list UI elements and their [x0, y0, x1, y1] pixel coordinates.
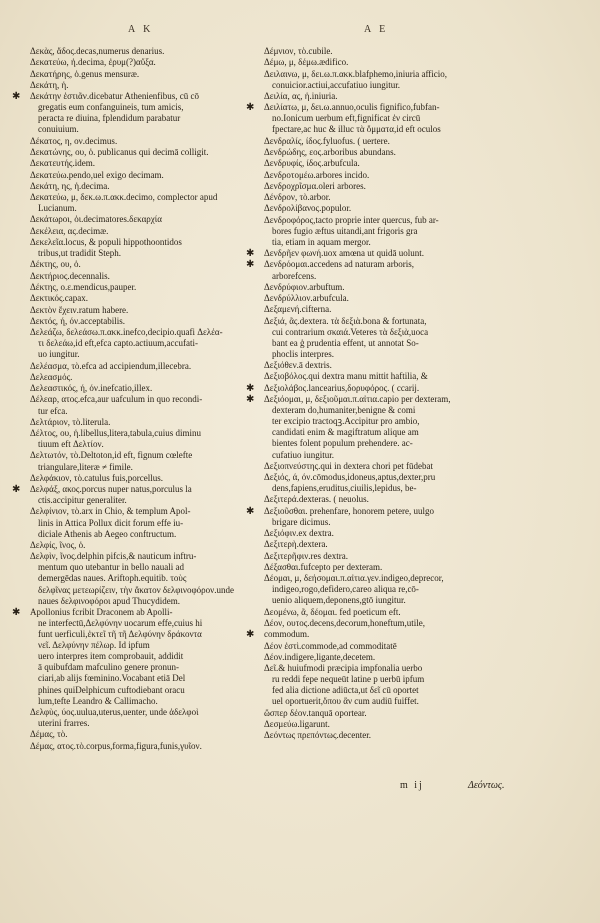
- entry-text: Δελεάζω, δελεάσω.π.ακκ.inefco,decipio.quafi Δελέα- τι δελεάω,id eft,efca capto.actiuum,accufati- uo iungitur.: [30, 327, 223, 360]
- entry-text: Δεξιοῦσθαι. prehenfare, honorem petere, uulgo brigare dicimus.: [264, 505, 434, 527]
- asterisk-marker-icon: ✱: [246, 248, 255, 260]
- entry-text: Δέον ἐστὶ.commode,ad commoditatē: [264, 640, 397, 651]
- dictionary-entry: [246, 248, 564, 260]
- dictionary-entry: [30, 383, 272, 394]
- catchword: Δεόντως.: [468, 780, 505, 791]
- entry-text: ὥσπερ δέον.tanquā oportear.: [264, 707, 367, 718]
- dictionary-entry: [264, 494, 564, 505]
- dictionary-entry: [264, 293, 564, 304]
- entry-text: Δεκὰς, ἄδος.decas,numerus denarius.: [30, 46, 165, 56]
- dictionary-entry: [264, 562, 564, 573]
- entry-text: Δεξιτερὴ.dextera.: [264, 539, 328, 550]
- asterisk-marker-icon: ✱: [12, 91, 21, 103]
- dictionary-entry: [264, 663, 564, 707]
- dictionary-entry: [30, 372, 272, 383]
- entry-text: Δειλίατω, μ, δει.ω.annuo,oculis fignifico,fubfan- no.Ionicum uerbum eft,fignificat ἐν circū fpectare,ac huc & illuc τὰ ὄμματα,id eft oculos: [264, 102, 441, 135]
- dictionary-entry: [30, 271, 272, 282]
- entry-text: Δελέασμα, τὸ.efca ad accipiendum,illecebra.: [30, 360, 192, 371]
- dictionary-entry: [30, 551, 272, 606]
- dictionary-entry: [30, 181, 272, 192]
- dictionary-entry: [246, 259, 564, 281]
- entry-text: Δελτωτόν, τὸ.Deltoton,id eft, fignum cœlefte triangulare,literæ ≠ fimile.: [30, 450, 193, 472]
- entry-text: Δενδρῆεν φωνή.uox amœna ut quidā uolunt.: [264, 248, 425, 259]
- entry-text: Δενδρύλλιον.arbufcula.: [264, 293, 349, 304]
- dictionary-entry: [30, 226, 272, 237]
- dictionary-entry: [264, 192, 564, 203]
- asterisk-marker-icon: ✱: [246, 505, 255, 517]
- entry-text: Δενδροχρῖσμα.oleri arbores.: [264, 180, 366, 191]
- running-head-right: Α Ε: [364, 24, 389, 35]
- entry-text: Apollonius fcribit Draconem ab Apolli- ne interfectū,Δελφύνην uocarum effe,cuius hi funt uerficuli,ἐκτεῖ τῆ τῆ Δελφύνην δράκοντα νεῖ. Δελφύνην πέλωρ. Id ipfum uero interpres item comprobauit, addidit ā quibufdam mafculino genere pronun- ciari,ab alijs fœminino.Vocabant etiā Del phines quiDelphicum cuftodiebant oracu lum,tefte Leandro & Callimacho.: [30, 606, 203, 706]
- entry-text: Δένδρον, τὸ.arbor.: [264, 192, 331, 203]
- entry-text: Δελφίς, ῖνος, ὁ.: [30, 539, 86, 550]
- dictionary-entry: [264, 708, 564, 719]
- entry-text: Δέκτης, ου, ὁ.: [30, 259, 81, 270]
- asterisk-marker-icon: ✱: [246, 102, 255, 114]
- dictionary-entry: [30, 473, 272, 484]
- entry-text: Δειλαινω, μ, δει.ω.π.ακκ.blafphemo,iniuria afficio, conuicior.actiui,accufatiuo iungitur.: [264, 68, 448, 90]
- dictionary-entry: [30, 327, 272, 360]
- dictionary-entry: [30, 293, 272, 304]
- entry-text: Δεκτήριος.decennalis.: [30, 270, 110, 281]
- dictionary-entry: [246, 382, 564, 394]
- dictionary-entry: [30, 707, 272, 729]
- asterisk-marker-icon: ✱: [246, 394, 255, 406]
- entry-text: Δελφάκιον, τὸ.catulus fuis,porcellus.: [30, 472, 163, 483]
- entry-text: Δεξαμενή.cifterna.: [264, 304, 332, 315]
- entry-text: Δεκατήρης, ὁ.genus mensuræ.: [30, 68, 140, 79]
- dictionary-entry: [30, 729, 272, 740]
- entry-text: Δεκατώνης, ου, ὁ. publicanus qui decimā colligit.: [30, 146, 209, 157]
- entry-text: Δεκάτη, ης, ἡ.decima.: [30, 180, 110, 191]
- dictionary-entry: [12, 91, 272, 135]
- entry-text: Δελτάριον, τὸ.literula.: [30, 416, 111, 427]
- dictionary-entry: [30, 80, 272, 91]
- entry-text: Δέλεαρ, ατος.efca,aur uafculum in quo recondi- tur efca.: [30, 394, 203, 416]
- dictionary-entry: [264, 551, 564, 562]
- dictionary-entry: [264, 719, 564, 730]
- entry-text: Δεκελεῖα.locus, & populi hippothoontidos tribus,ut tradidit Steph.: [30, 237, 182, 259]
- dictionary-entry: [30, 170, 272, 181]
- dictionary-entry: [264, 607, 564, 618]
- entry-text: Δεξιόφιν.ex dextra.: [264, 528, 334, 539]
- entry-text: Δέμνιον, τὸ.cubile.: [264, 46, 333, 56]
- entry-text: Δεόντως πρεπόντως.decenter.: [264, 730, 372, 741]
- entry-text: Δεξιτερά.dexteras. ( neuolus.: [264, 494, 369, 505]
- entry-text: Δεκάτη, ἡ.: [30, 79, 69, 90]
- dictionary-entry: [264, 158, 564, 169]
- entry-text: Δεκτὸν ἔχειν.ratum habere.: [30, 304, 129, 315]
- dictionary-entry: [264, 461, 564, 472]
- dictionary-entry: [30, 394, 272, 416]
- dictionary-entry: [30, 237, 272, 259]
- entry-text: Δέον, ουτος.decens,decorum,honeftum,utile,: [264, 617, 425, 628]
- dictionary-entry: [264, 304, 564, 315]
- entry-text: Δεκέλεια, ας.decimæ.: [30, 225, 109, 236]
- entry-text: Δενδρώδης, εος.arboribus abundans.: [264, 146, 396, 157]
- entry-text: Δέμας, ατος.τὸ.corpus,forma,figura,funis,γυῖον.: [30, 740, 202, 751]
- entry-text: Δεξιολάβος.lancearius,δορυφόρος. ( ccarij.: [264, 382, 420, 393]
- dictionary-entry: [264, 203, 564, 214]
- asterisk-marker-icon: ✱: [246, 259, 255, 271]
- dictionary-entry: [264, 618, 564, 629]
- entry-text: Δενδρυφίς, ίδος.arbufcula.: [264, 158, 360, 169]
- dictionary-entry: [30, 316, 272, 327]
- entry-text: Δεκατεύω.pendo,uel exigo decimam.: [30, 169, 164, 180]
- dictionary-entry: [264, 528, 564, 539]
- dictionary-entry: [264, 147, 564, 158]
- entry-text: Δενδροτομέω.arbores incido.: [264, 169, 370, 180]
- dictionary-entry: [30, 540, 272, 551]
- entry-text: Δεξιτερῆφιν.res dextra.: [264, 550, 349, 561]
- entry-text: Δενδραλίς, ίδος.fyluofus. ( uertere.: [264, 135, 390, 146]
- dictionary-entry: [264, 181, 564, 192]
- entry-text: Δεξιοπνεύστης.qui in dextera chori pet fūdebat: [264, 460, 434, 471]
- dictionary-entry: [30, 158, 272, 169]
- entry-text: commodum.: [264, 629, 310, 640]
- asterisk-marker-icon: ✱: [12, 484, 21, 496]
- dictionary-entry: [30, 57, 272, 68]
- dictionary-entry: [30, 69, 272, 80]
- asterisk-marker-icon: ✱: [246, 629, 255, 641]
- asterisk-marker-icon: ✱: [12, 606, 21, 618]
- entry-text: Δενδρύφιον.arbuftum.: [264, 281, 345, 292]
- dictionary-entry: [30, 741, 272, 752]
- asterisk-marker-icon: ✱: [246, 382, 255, 394]
- dictionary-entry: [264, 730, 564, 741]
- dictionary-entry: [264, 170, 564, 181]
- entry-text: Δελφὶν, ῖνος.delphin pifcis,& nauticum inftru- mentum quo utebantur in bello nauali ad demergēdas naues. Ariftoph.equitib. τοὺς δελφῖνας μετεωρίζειν, τὴν ἄκατον δελφινοφόρον.unde naues δελφινοφόροι apud Thucydidem.: [30, 551, 234, 606]
- entry-text: Δεκάτην ἑστιᾶν.dicebatur Athenienfibus, cū cō gregatis eum confanguineis, tum amicis, peracta re diuina, fplendidum parabatur conuiuium.: [30, 91, 200, 135]
- dictionary-entry: [264, 91, 564, 102]
- dictionary-entry: [264, 539, 564, 550]
- entry-text: Δεκατεύω, μ, δεκ.ω.π.ακκ.decimo, complector apud Lucianum.: [30, 192, 218, 214]
- dictionary-entry: [264, 136, 564, 147]
- entry-text: Δεξιά, ᾶς.dextera. τὰ δεξιὰ.bona & fortunata, cui contrarium σκαιά.Veteres τὰ δεξιὰ,uoca bant ea ģ prudentia effent, ut annotat So- phoclis interpres.: [264, 315, 429, 359]
- dictionary-entry: [264, 472, 564, 494]
- dictionary-entry: [30, 305, 272, 316]
- entry-text: Δεξιόθεν.ā dextris.: [264, 360, 332, 371]
- running-head-left: Α Κ: [128, 24, 154, 35]
- entry-text: Δέκατος, η, ον.decimus.: [30, 135, 118, 146]
- dictionary-entry: [30, 192, 272, 214]
- dictionary-entry: [264, 46, 564, 57]
- dictionary-entry: [30, 147, 272, 158]
- entry-text: Δεξιοβόλος.qui dextra manu mittit haftilia, &: [264, 371, 428, 382]
- dictionary-entry: [30, 46, 272, 57]
- entry-text: Δελφὺς, ύος.uulua,uterus,uenter, unde ἀδελφοὶ uterini frarres.: [30, 706, 199, 728]
- entry-text: Δέκτης, ο.ε.mendicus,pauper.: [30, 281, 137, 292]
- entry-text: Δελφίνιον, τὸ.arx in Chio, & templum Apol- linis in Attica Pollux dicit forum effe iu- diciale Athenis ab Aegeo conftructum.: [30, 506, 191, 539]
- entry-text: Δέμω, μ, δέμω.ædifico.: [264, 57, 349, 68]
- folio-signature: m ij: [400, 780, 424, 791]
- entry-text: Δεκάτωροι, ὁι.decimatores.δεκαρχία: [30, 214, 162, 225]
- dictionary-entry: [264, 215, 564, 248]
- dictionary-entry: [264, 282, 564, 293]
- dictionary-entry: [30, 136, 272, 147]
- entry-text: Δεῖ.& huiufmodi præcipia impfonalia uerbo ru reddi fepe nequeūt latine p uerbū ipfum fed alia dictione adiūcta,ut δεῖ cū oportet uel oportuerit,ὅπου ἂν cum audiū fuiffet.: [264, 663, 425, 707]
- entry-text: Δειλία, ας, ἡ.iniuria.: [264, 90, 338, 101]
- entry-text: Δεομένω, ᾶ, δέομαι. fed poeticum eft.: [264, 606, 401, 617]
- entry-text: Δεξιόομαι, μ, δεξιοῦμαι.π.αἰτια.capio per dexteram, dexteram do,humaniter,benigne & comi ter excipio tractoqꝫ.Accipitur pro ambio, candidati enim & magiftratum alique am bientes folent populum prehendere. ac- cufatiuo iungitur.: [264, 394, 451, 460]
- dictionary-entry: [30, 428, 272, 450]
- dictionary-entry: [264, 652, 564, 663]
- dictionary-entry: [264, 69, 564, 91]
- entry-text: Δελεασμός.: [30, 371, 73, 382]
- right-column: [246, 46, 564, 742]
- entry-text: Δεκτός, ή, όν.acceptabilis.: [30, 315, 126, 326]
- dictionary-entry: [30, 450, 272, 472]
- entry-text: Δενδρόομαι.accedens ad naturam arboris, arborefcens.: [264, 259, 415, 281]
- entry-text: Δέξασθαι.fufcepto per dexteram.: [264, 561, 383, 572]
- entry-text: Δελεαστικός, ή, όν.inefcatio,illex.: [30, 383, 153, 394]
- entry-text: Δεξιός, ά, όν.cōmodus,idoneus,aptus,dexter,pru dens,fapiens,eruditus,ciuilis,lepidus, be-: [264, 472, 436, 494]
- entry-text: Δέομαι, μ, δεήσομαι.π.αἰτια.γεν.indigeo,deprecor, indigeo,rogo,defidero,careo aliqua re,cō- uenio aliquem,deponens,gtō iungitur.: [264, 573, 444, 606]
- dictionary-entry: [30, 214, 272, 225]
- dictionary-entry: [246, 629, 564, 641]
- left-column: [12, 46, 272, 752]
- dictionary-entry: [264, 641, 564, 652]
- dictionary-entry: [30, 506, 272, 539]
- dictionary-entry: [264, 371, 564, 382]
- dictionary-entry: [264, 316, 564, 360]
- dictionary-entry: [12, 606, 272, 707]
- entry-text: Δεσμεύω.ligarunt.: [264, 718, 330, 729]
- dictionary-entry: [30, 417, 272, 428]
- entry-text: Δεκτικός.capax.: [30, 293, 89, 304]
- dictionary-entry: [246, 505, 564, 528]
- dictionary-entry: [246, 394, 564, 461]
- dictionary-entry: [264, 57, 564, 68]
- entry-text: Δενδρολίβανος.populor.: [264, 203, 352, 214]
- dictionary-entry: [246, 102, 564, 135]
- dictionary-entry: [30, 361, 272, 372]
- dictionary-entry: [30, 282, 272, 293]
- entry-text: Δεκατεύω, ἡ.decima, ἐρυμ(?)αὔξα.: [30, 57, 156, 68]
- entry-text: Δενδροφόρος,tacto proprie inter quercus, fub ar- bores fugio æftus uitandi,ant frigoris gra tia, etiam in aquam mergor.: [264, 214, 439, 247]
- entry-text: Δεκατευτής.idem.: [30, 158, 95, 169]
- entry-text: Δέον.indigere,ligante,decetem.: [264, 651, 376, 662]
- entry-text: Δέλτος, ου, ἡ.libellus,litera,tabula,cuius diminu tiuum eft Δελτίον.: [30, 428, 201, 450]
- dictionary-entry: [12, 484, 272, 506]
- dictionary-entry: [30, 259, 272, 270]
- entry-text: Δέμας, τὸ.: [30, 729, 68, 740]
- entry-text: Δελφάξ, ακος.porcus nuper natus,porculus la ctis.accipitur generaliter.: [30, 484, 192, 506]
- dictionary-entry: [264, 360, 564, 371]
- dictionary-entry: [264, 573, 564, 606]
